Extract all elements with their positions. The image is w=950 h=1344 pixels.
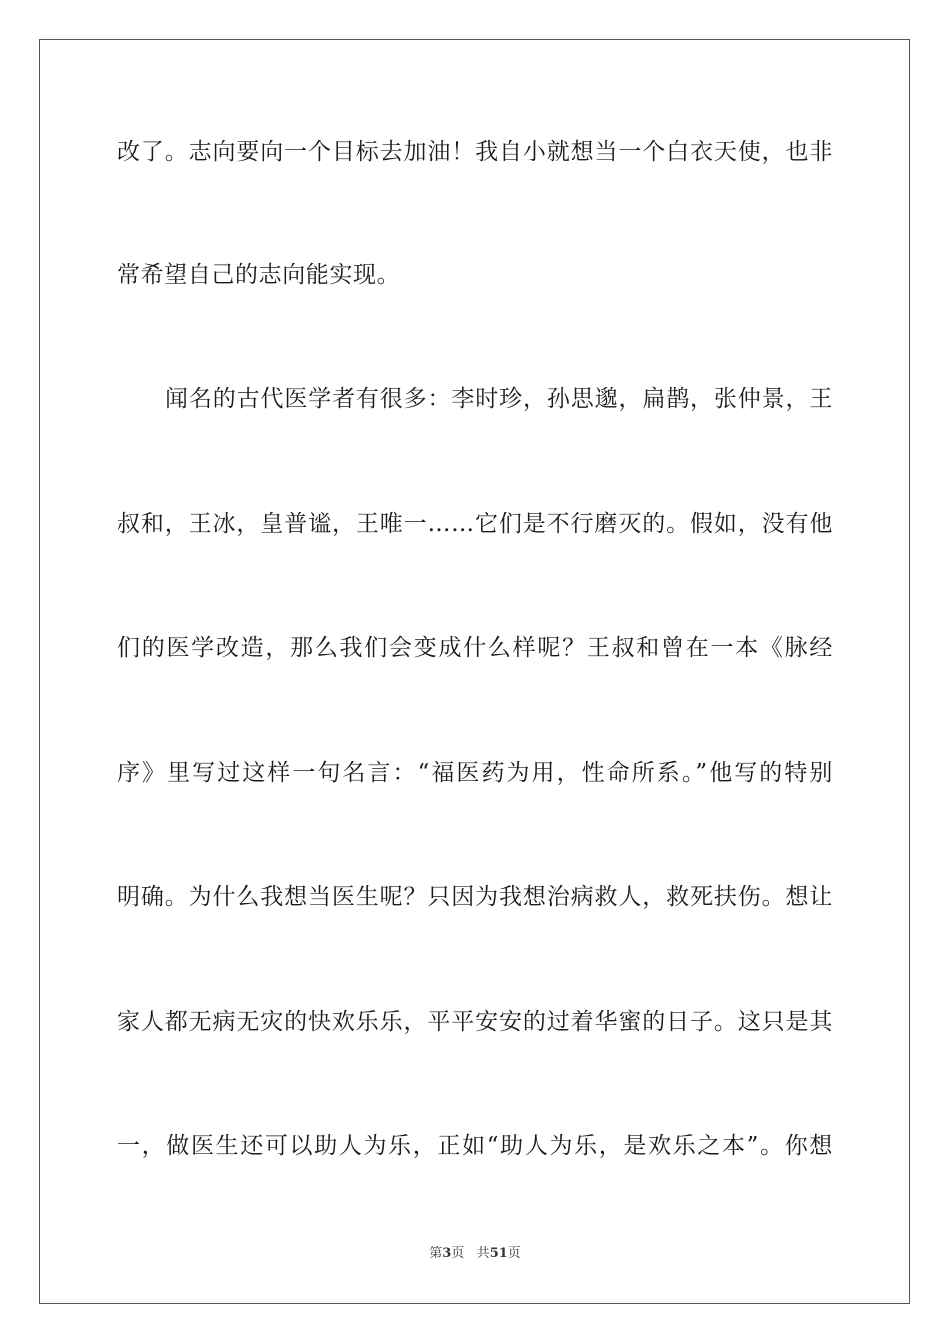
page-number: 3 bbox=[442, 1246, 452, 1261]
page-number-prefix: 第 bbox=[429, 1246, 443, 1261]
total-pages-suffix: 页 bbox=[507, 1246, 521, 1261]
text-line-3: 闻名的古代医学者有很多：李时珍，孙思邈，扁鹊，张仲景，王 bbox=[165, 386, 833, 412]
text-line-9: 一，做医生还可以助人为乐，正如“助人为乐，是欢乐之本”。你想 bbox=[117, 1133, 833, 1159]
text-line-1: 改了。志向要向一个目标去加油！我自小就想当一个白衣天使，也非 bbox=[117, 139, 833, 165]
text-line-6: 序》里写过这样一句名言：“福医药为用，性命所系。”他写的特别 bbox=[117, 760, 833, 786]
page-number-suffix: 页 bbox=[451, 1246, 465, 1261]
page-footer bbox=[0, 1245, 950, 1263]
page-border bbox=[39, 39, 910, 1304]
text-line-7: 明确。为什么我想当医生呢？只因为我想治病救人，救死扶伤。想让 bbox=[117, 884, 833, 910]
text-line-5: 们的医学改造，那么我们会变成什么样呢？王叔和曾在一本《脉经 bbox=[117, 635, 833, 661]
text-line-2: 常希望自己的志向能实现。 bbox=[117, 262, 401, 288]
total-pages-prefix: 共 bbox=[476, 1246, 490, 1261]
text-line-8: 家人都无病无灾的快欢乐乐，平平安安的过着华蜜的日子。这只是其 bbox=[117, 1009, 833, 1035]
total-pages: 51 bbox=[489, 1246, 508, 1261]
text-line-4: 叔和，王冰，皇普谧，王唯一……它们是不行磨灭的。假如，没有他 bbox=[117, 511, 833, 537]
